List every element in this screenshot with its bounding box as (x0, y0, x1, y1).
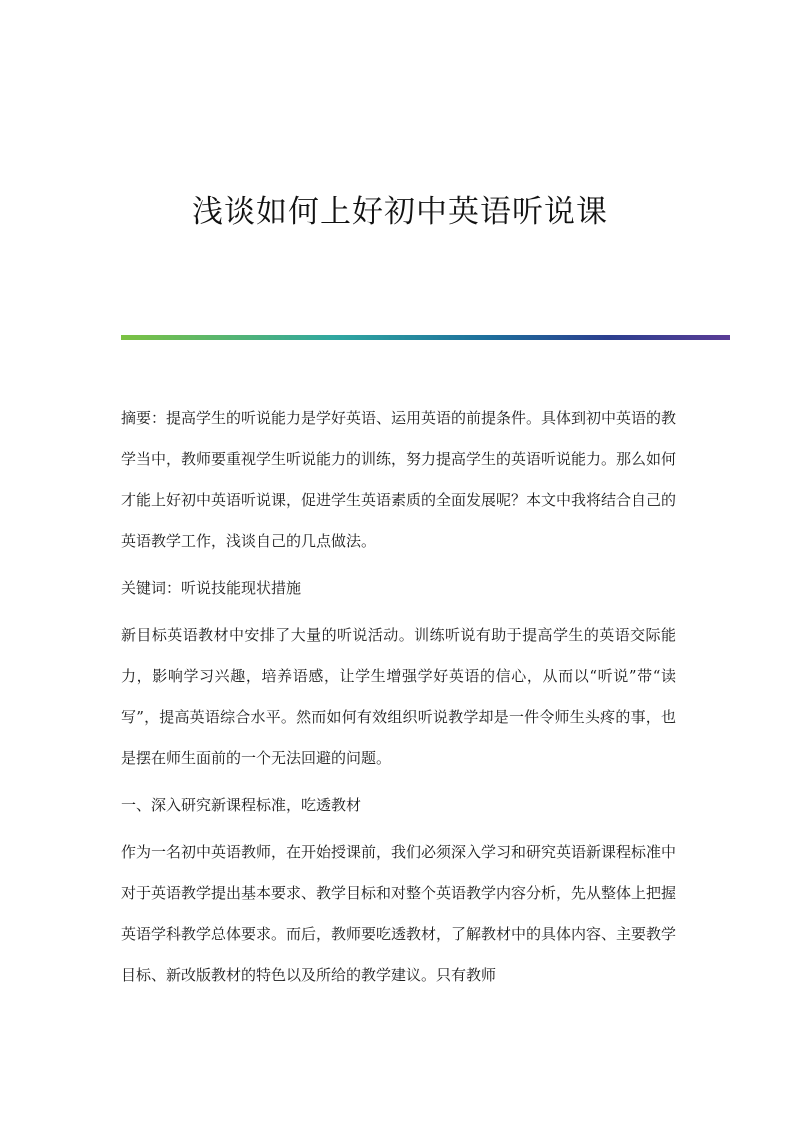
section-heading: 一、深入研究新课程标准，吃透教材 (121, 796, 362, 814)
abstract-paragraph: 摘要：提高学生的听说能力是学好英语、运用英语的前提条件。具体到初中英语的教学当中，教师要重视学生听说能力的训练，努力提高学生的英语听说能力。那么如何才能上好初中英语听说课，促进学生英语素质的全面发展呢？本文中我将结合自己的英语教学工作，浅谈自己的几点做法。 (121, 409, 677, 550)
title-divider (121, 335, 730, 340)
intro-paragraph: 新目标英语教材中安排了大量的听说活动。训练听说有助于提高学生的英语交际能力，影响学习兴趣，培养语感，让学生增强学好英语的信心，从而以“听说”带“读写”，提高英语综合水平。然而如何有效组织听说教学却是一件令师生头疼的事，也是摆在师生面前的一个无法回避的问题。 (121, 626, 676, 767)
page-title: 浅谈如何上好初中英语听说课 (192, 194, 608, 230)
document-body (121, 398, 676, 996)
keywords-line: 关键词：听说技能现状措施 (121, 579, 302, 597)
section-body-paragraph: 作为一名初中英语教师，在开始授课前，我们必须深入学习和研究英语新课程标准中对于英语教学提出基本要求、教学目标和对整个英语教学内容分析，先从整体上把握英语学科教学总体要求。而后，教师要吃透教材，了解教材中的具体内容、主要教学目标、新改版教材的特色以及所给的教学建议。只有教师 (121, 843, 677, 984)
